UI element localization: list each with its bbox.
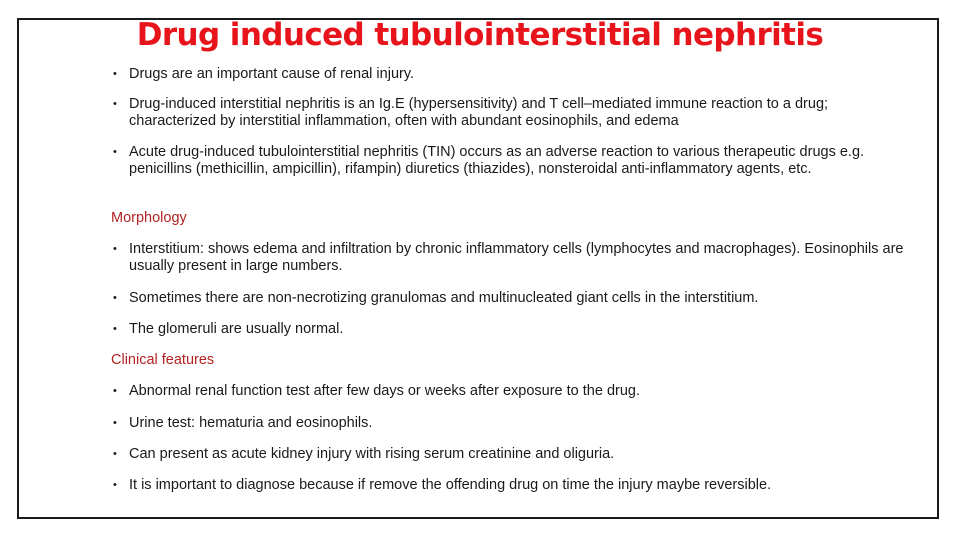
bullet-text: Acute drug-induced tubulointerstitial nephritis (TIN) occurs as an adverse reaction to various therapeutic drugs e.g. penicillins (methicillin, ampicillin), rifampin) diuretics (thiazides), nonsteroidal anti-inflammatory agents, etc. <box>129 144 865 177</box>
morphology-heading: Morphology <box>111 210 187 226</box>
bullet-icon: • <box>113 146 117 158</box>
list-item <box>113 321 923 338</box>
clinical-bullet-list <box>113 415 923 432</box>
bullet-text: Urine test: hematuria and eosinophils. <box>129 415 373 431</box>
clinical-bullet-list <box>113 446 923 463</box>
bullet-text: Abnormal renal function test after few days or weeks after exposure to the drug. <box>129 383 640 399</box>
bullet-icon: • <box>113 323 117 335</box>
slide-title: Drug induced tubulointerstitial nephritis <box>136 17 824 53</box>
intro-bullet-list <box>113 96 903 130</box>
intro-bullet-list <box>113 144 923 178</box>
bullet-icon: • <box>113 479 117 491</box>
list-item <box>113 477 923 494</box>
list-item <box>113 415 923 432</box>
list-item <box>113 383 923 400</box>
bullet-icon: • <box>113 448 117 460</box>
bullet-text: Drug-induced interstitial nephritis is an Ig.E (hypersensitivity) and T cell–mediated immune reaction to a drug; characterized by interstitial inflammation, often with abundant eosinophils, and edema <box>129 96 829 129</box>
list-item <box>113 66 903 83</box>
bullet-text: The glomeruli are usually normal. <box>129 321 344 337</box>
clinical-features-heading: Clinical features <box>111 352 215 368</box>
bullet-text: Can present as acute kidney injury with rising serum creatinine and oliguria. <box>129 446 615 462</box>
bullet-text: Drugs are an important cause of renal injury. <box>129 66 415 82</box>
list-item <box>113 241 923 275</box>
bullet-text: Sometimes there are non-necrotizing granulomas and multinucleated giant cells in the interstitium. <box>129 290 759 306</box>
bullet-icon: • <box>113 417 117 429</box>
bullet-icon: • <box>113 98 117 110</box>
bullet-icon: • <box>113 385 117 397</box>
morphology-bullet-list <box>113 321 923 338</box>
bullet-icon: • <box>113 292 117 304</box>
list-item <box>113 96 903 130</box>
list-item <box>113 446 923 463</box>
bullet-text: It is important to diagnose because if remove the offending drug on time the injury maybe reversible. <box>129 477 772 493</box>
bullet-text: Interstitium: shows edema and infiltration by chronic inflammatory cells (lymphocytes and macrophages). Eosinophils are usually present in large numbers. <box>129 241 904 274</box>
bullet-icon: • <box>113 68 117 80</box>
list-item <box>113 290 923 307</box>
bullet-icon: • <box>113 243 117 255</box>
clinical-bullet-list <box>113 477 923 494</box>
morphology-bullet-list <box>113 290 923 307</box>
intro-bullet-list <box>113 66 903 83</box>
clinical-bullet-list <box>113 383 923 400</box>
list-item <box>113 144 923 178</box>
morphology-bullet-list <box>113 241 923 275</box>
